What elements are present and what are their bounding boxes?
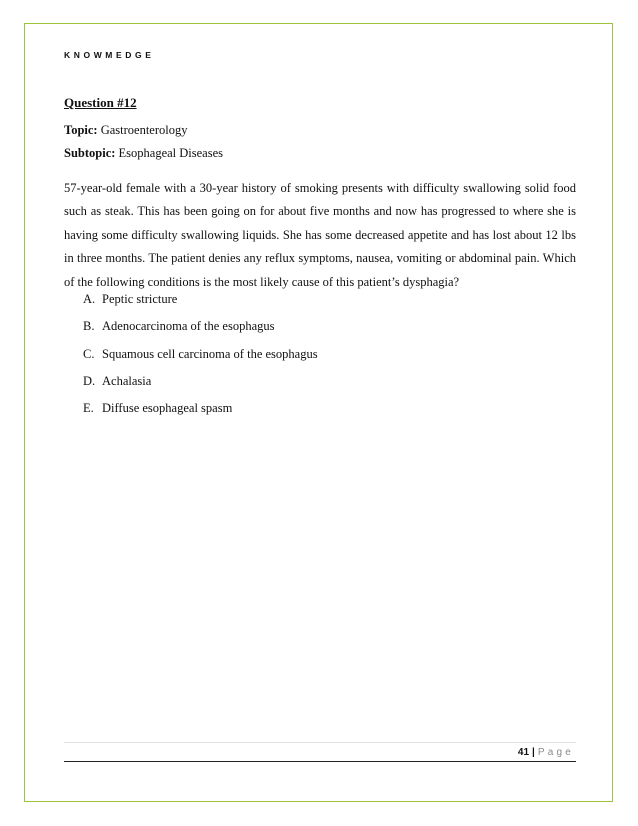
page-footer [518, 747, 574, 758]
option-text: Squamous cell carcinoma of the esophagus [102, 346, 318, 361]
topic-line [64, 123, 187, 138]
page-number: 41 [517, 747, 530, 758]
answer-option-c [83, 347, 318, 374]
topic-value: Gastroenterology [100, 123, 188, 137]
option-text: Diffuse esophageal spasm [102, 401, 233, 416]
option-text: Achalasia [102, 373, 152, 388]
subtopic-line [64, 146, 223, 161]
question-title: Question #12 [64, 95, 137, 110]
footer-separator: | [532, 747, 535, 758]
footer-divider-light [64, 742, 576, 743]
option-letter: C. [83, 346, 95, 361]
page-word: Page [537, 747, 574, 758]
option-letter: B. [83, 319, 95, 334]
option-text: Peptic stricture [102, 292, 178, 306]
answer-options [83, 292, 318, 428]
option-letter: D. [83, 373, 96, 388]
question-stem: 57-year-old female with a 30-year history of smoking presents with difficulty swallowing solid food such as steak. This has been going on for about five months and now has progressed to where she is having some difficulty swallowing liquids. She has some decreased appetite and has lost about 12 lbs in three months. The patient denies any reflux symptoms, nausea, vomiting or abdominal pain. Which of the following conditions is the most likely cause of this patient’s dysphagia? [64, 181, 576, 289]
answer-option-e [83, 401, 318, 428]
answer-option-d [83, 374, 318, 401]
option-letter: E. [83, 401, 94, 416]
option-text: Adenocarcinoma of the esophagus [102, 319, 275, 334]
subtopic-label: Subtopic: [64, 146, 116, 160]
answer-option-a [83, 292, 318, 319]
header-brand: KNOWMEDGE [64, 50, 155, 60]
subtopic-value: Esophageal Diseases [118, 146, 224, 160]
topic-label: Topic: [64, 123, 98, 137]
footer-divider [64, 761, 576, 762]
option-letter: A. [83, 292, 96, 306]
answer-option-b [83, 319, 318, 346]
